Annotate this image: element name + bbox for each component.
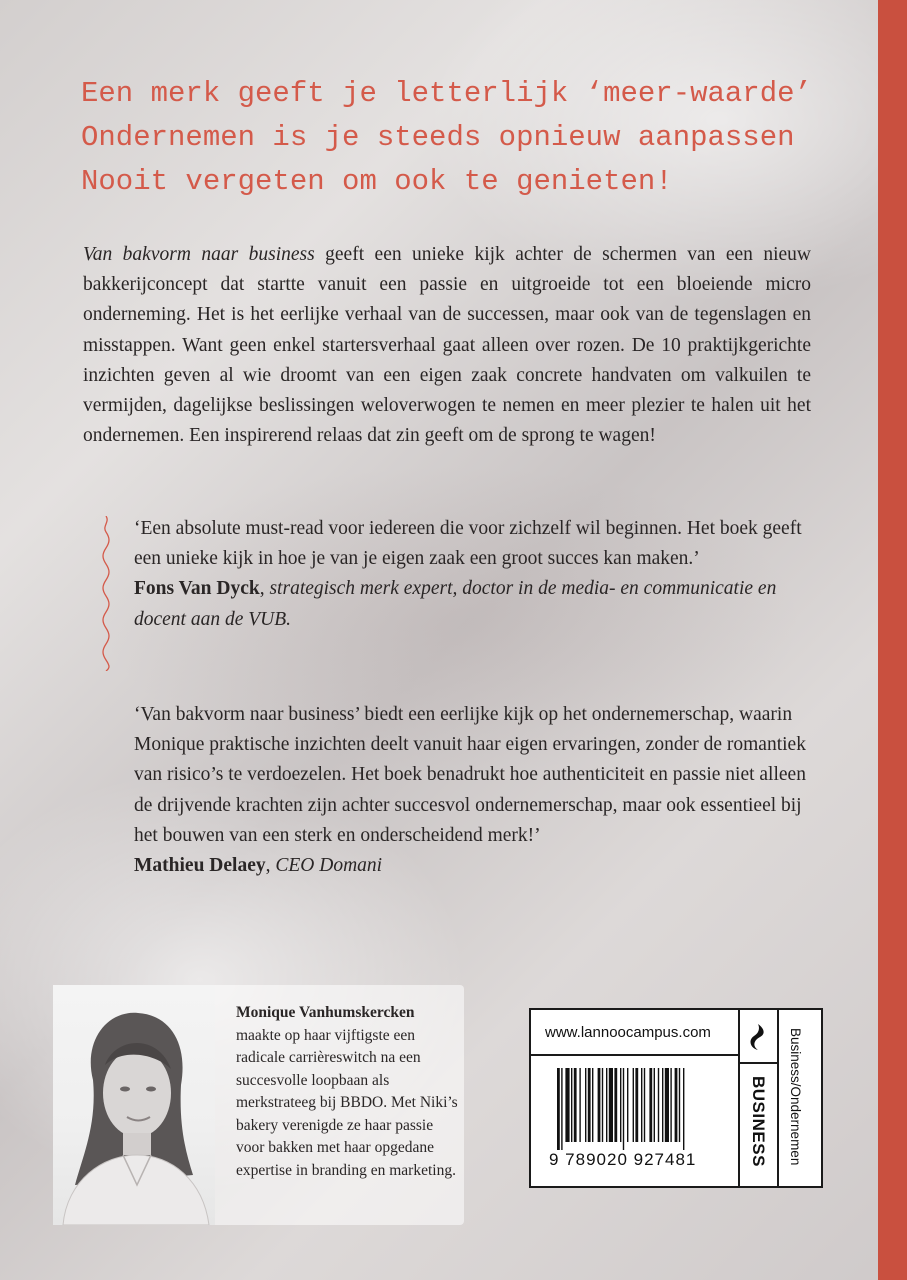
isbn-number: 9 789020 927481 [549,1150,697,1169]
author-photo [53,985,215,1225]
book-blurb [83,240,811,451]
spine-color-bar [878,0,907,1280]
slogan-line: Nooit vergeten om ook te genieten! [81,165,673,198]
quote-text: ‘Van bakvorm naar business’ biedt een eerlijke kijk op het ondernemerschap, waarin Monique praktische inzichten deelt vanuit haar eigen ervaringen, zonder de romantiek van risico’s te verdoezelen. Het boek benadrukt hoe authenticiteit en passie niet alleen de drijvende krachten zijn achter succesvol ondernemerschap, maar ook essentieel bij het bouwen van een sterk en onderscheidend merk!’ [134,704,806,846]
quote-attribution: Fons Van Dyck, strategisch merk expert, doctor in de media- en communicatie en docent aan de VUB. [134,578,777,630]
barcode-panel [529,1008,823,1188]
quote-role: strategisch merk expert, doctor in de media- en communicatie en docent aan de VUB. [134,578,777,630]
quote-author: Mathieu Delaey [134,855,266,877]
barcode [557,1068,727,1150]
blurb-text: geeft een unieke kijk achter de schermen van een nieuw bakkerijconcept dat startte vanuit een passie en uitgroeide tot een bloeiende micro onderneming. Het is het eerlijke verhaal van de successen, maar ook van de tegenslagen en misstappen. Want geen enkel startersverhaal gaat alleen over rozen. De 10 praktijkgerichte inzichten geven al wie droomt van een eigen zaak concrete handvaten om valkuilen te vermijden, dagelijkse beslissingen weloverwogen te nemen en meer plezier te halen uit het ondernemen. Een inspirerend relaas dat zin geeft om de sprong te wagen! [83,244,811,447]
quote-author: Fons Van Dyck [134,578,260,600]
slogans [81,72,841,204]
author-bio-text: maakte op haar vijftigste een radicale carrièreswitch na een succesvolle loopbaan als merkstrateeg bij BBDO. Met Niki’s bakery verenigde ze haar passie voor bakken met haar opgedane expertise in branding en marketing. [236,1026,458,1179]
slogan-line: Ondernemen is je steeds opnieuw aanpassen [81,121,795,154]
category-label: Business/Ondernemen [788,1028,803,1166]
genre-label: BUSINESS [749,1076,768,1167]
slogan-line: Een merk geeft je letterlijk ‘meer-waarde’ [81,77,812,110]
divider [777,1010,779,1186]
divider [531,1054,740,1056]
quote-text: ‘Een absolute must-read voor iedereen die voor zichzelf wil beginnen. Het boek geeft een unieke kijk in hoe je van je eigen zaak een groot succes kan maken.’ [134,518,802,570]
divider [738,1062,779,1064]
quote-mathieu-delaey [134,700,824,881]
quote-wave-decoration [98,516,114,671]
author-bio [236,1002,461,1182]
quote-fons-van-dyck [134,514,824,635]
publisher-logo-icon [746,1022,770,1052]
author-name: Monique Vanhumskercken [236,1004,415,1021]
quote-attribution: Mathieu Delaey, CEO Domani [134,855,383,877]
blurb-book-title: Van bakvorm naar business [83,244,315,265]
quote-role: CEO Domani [275,855,383,877]
publisher-url[interactable]: www.lannoocampus.com [545,1024,711,1041]
